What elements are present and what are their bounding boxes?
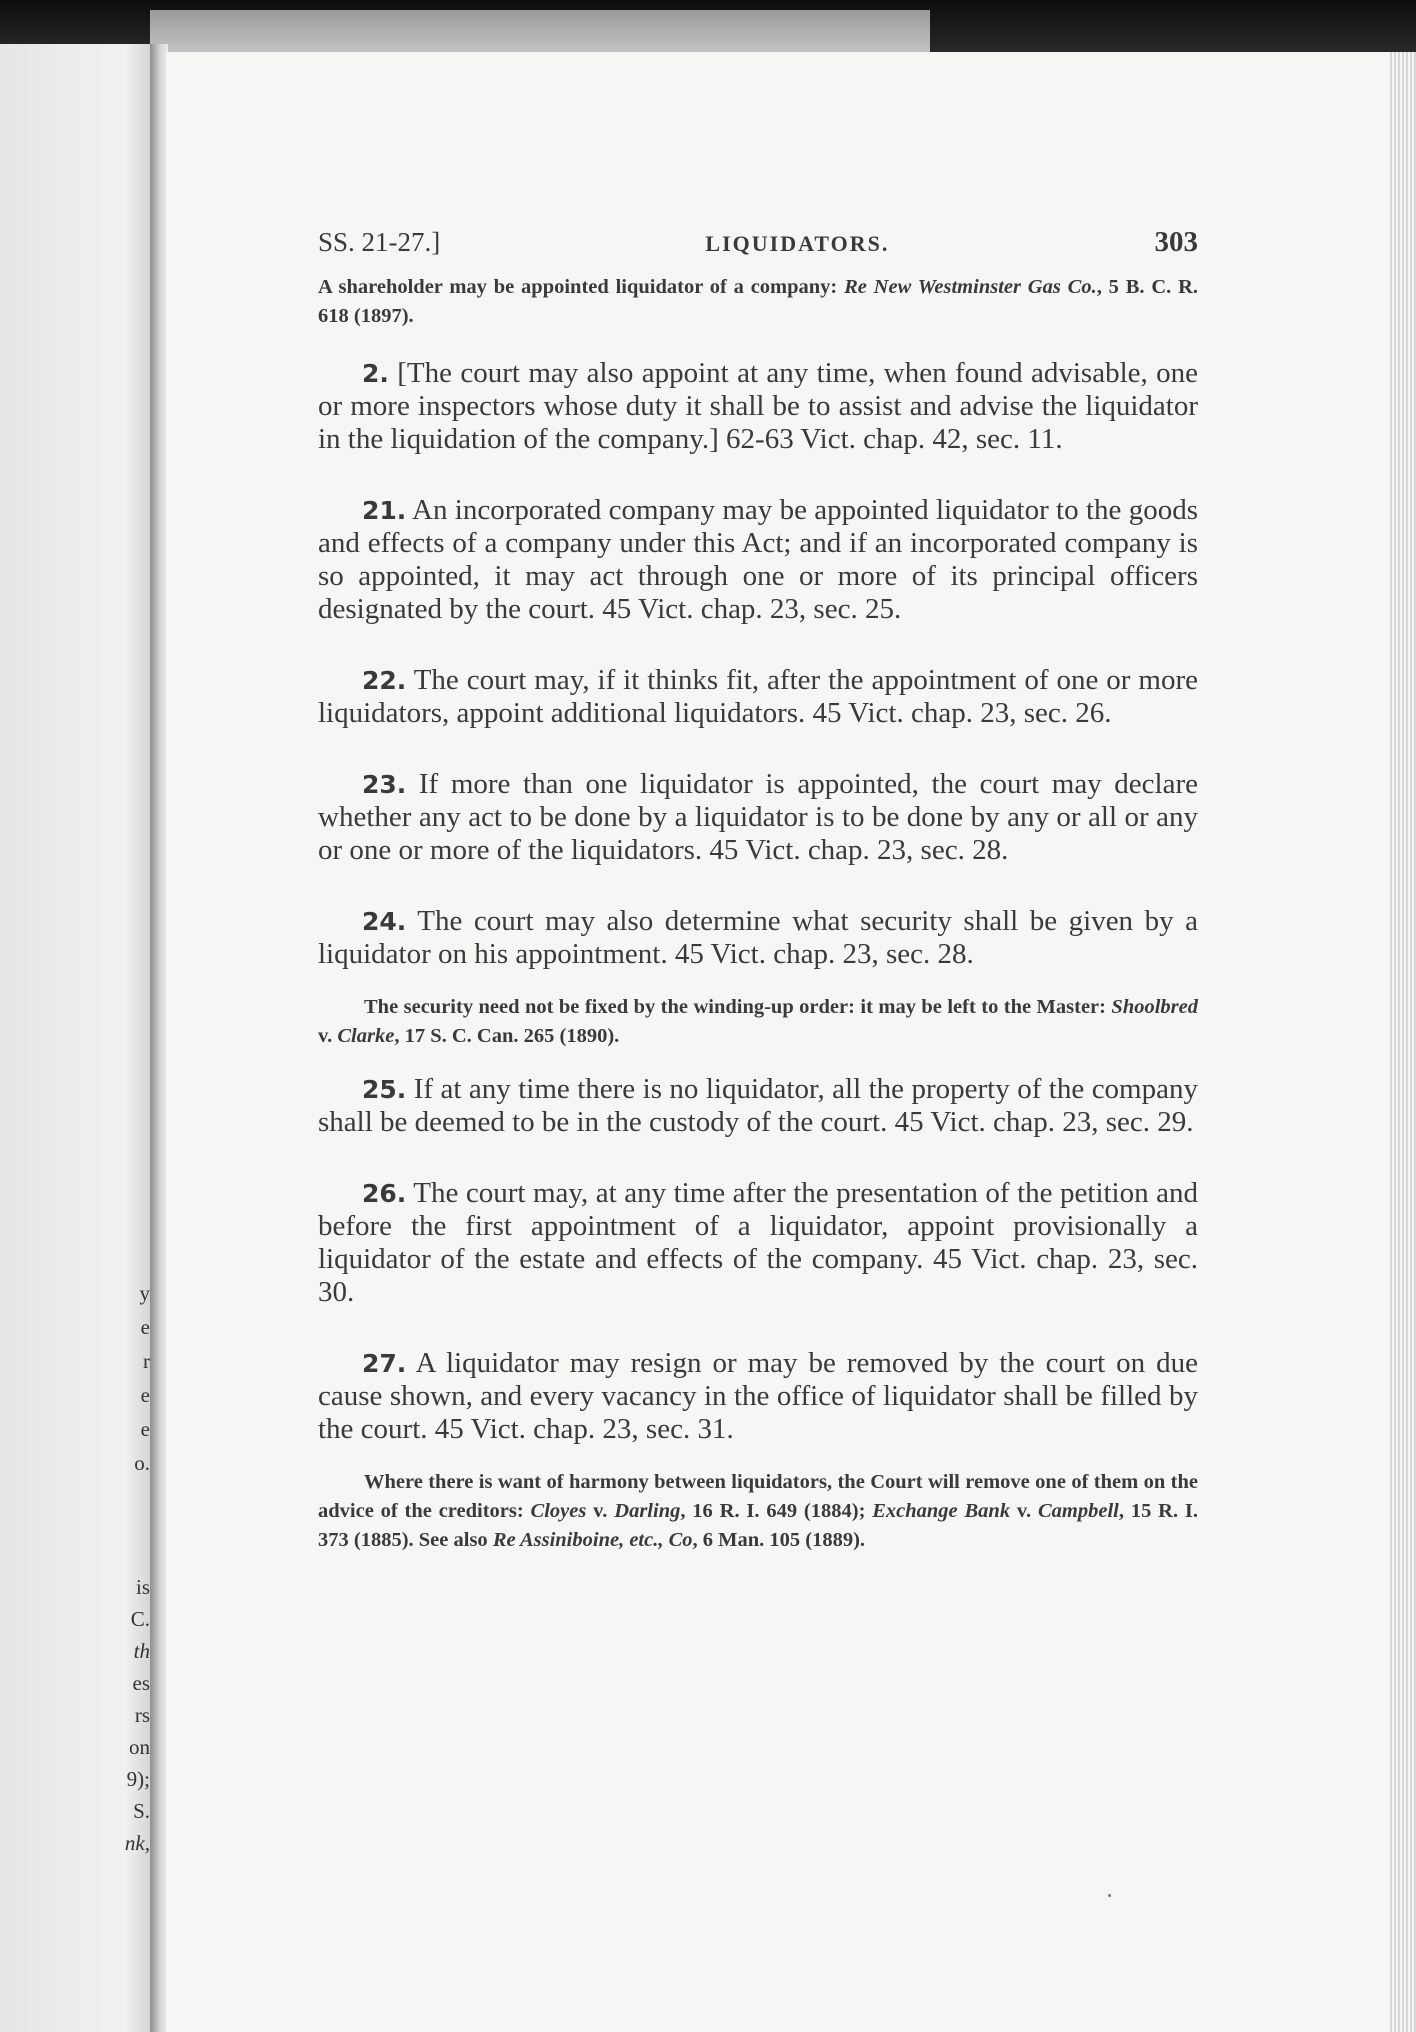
case-name: Darling: [614, 1500, 681, 1522]
case-name: Cloyes: [530, 1500, 587, 1522]
left-margin-fragment: r: [143, 1349, 150, 1373]
left-margin-fragment: o.: [134, 1451, 150, 1475]
page-body: [318, 226, 1198, 1555]
section-number: 27.: [362, 1349, 407, 1378]
running-title: LIQUIDATORS.: [705, 231, 890, 256]
section-number: 23.: [362, 770, 407, 799]
section-23: 23. If more than one liquidator is appointed, the court may declare whether any act to be done by a liquidator is to be done by any or all or any or one or more of the liquidators. 45 Vict. chap. 23, sec. 28.: [318, 768, 1198, 866]
section-number: 21.: [362, 496, 407, 525]
section-22: 22. The court may, if it thinks fit, after the appointment of one or more liquidators, appoint additional liquidators. 45 Vict. chap. 23, sec. 26.: [318, 664, 1198, 729]
section-26: 26. The court may, at any time after the presentation of the petition and before the first appointment of a liquidator, appoint provisionally a liquidator of the estate and effects of the company. 45 Vict. chap. 23, sec. 30.: [318, 1177, 1198, 1308]
left-margin-fragment: e: [140, 1315, 150, 1339]
left-margin-fragment: C.: [130, 1607, 150, 1631]
left-page-edge: [0, 44, 156, 2032]
section-range: SS. 21-27.]: [318, 227, 441, 257]
section-25: 25. If at any time there is no liquidator, all the property of the company shall be deemed to be in the custody of the court. 45 Vict. chap. 23, sec. 29.: [318, 1073, 1198, 1138]
left-margin-fragment: 9);: [126, 1767, 150, 1791]
section-number: 26.: [362, 1179, 407, 1208]
subsection-number: 2.: [362, 359, 389, 388]
left-margin-fragment: y: [139, 1281, 150, 1305]
section-27: 27. A liquidator may resign or may be removed by the court on due cause shown, and every vacancy in the office of liquidator shall be filled by the court. 45 Vict. chap. 23, sec. 31.: [318, 1347, 1198, 1445]
section-number: 25.: [362, 1075, 407, 1104]
annotation-note: Where there is want of harmony between liquidators, the Court will remove one of them on the advice of the creditors: Cloyes v. Darling, 16 R. I. 649 (1884); Exchange Bank v. Campbell, 15 R. I. 373 (1885). See also Re Assiniboine, etc., Co, 6 Man. 105 (1889).: [318, 1471, 1199, 1551]
left-margin-fragment: e: [140, 1417, 150, 1441]
case-name: Re Assiniboine, etc., Co: [492, 1529, 693, 1551]
case-name: Exchange Bank: [872, 1500, 1011, 1522]
section-24: 24. The court may also determine what security shall be given by a liquidator on his appointment. 45 Vict. chap. 23, sec. 28.: [318, 905, 1198, 970]
left-margin-fragment: rs: [134, 1703, 150, 1727]
left-margin-fragment: on: [129, 1735, 150, 1759]
case-name: Shoolbred: [1111, 996, 1198, 1018]
left-margin-fragment: nk,: [124, 1831, 150, 1855]
underlying-page-strip: [150, 10, 930, 58]
page-stack-edge: [1390, 52, 1416, 2032]
section-21: 21. An incorporated company may be appointed liquidator to the goods and effects of a company under this Act; and if an incorporated company is so appointed, it may act through one or more of its principal officers designated by the court. 45 Vict. chap. 23, sec. 25.: [318, 494, 1198, 625]
annotation-note: A shareholder may be appointed liquidator of a company: Re New Westminster Gas Co., 5 B. C. R. 618 (1897).: [318, 276, 1199, 327]
left-margin-fragment: e: [140, 1383, 150, 1407]
left-margin-fragment: S.: [133, 1799, 150, 1823]
left-margin-fragment: is: [135, 1575, 150, 1599]
page-number: 303: [1154, 226, 1198, 258]
running-header: [318, 226, 1198, 259]
left-margin-fragment: th: [133, 1639, 150, 1663]
case-name: Re New Westminster Gas Co.: [844, 276, 1097, 298]
scan-speck: [1108, 1894, 1111, 1897]
case-name: Clarke: [337, 1025, 395, 1047]
case-name: Campbell: [1038, 1500, 1119, 1522]
section-number: 22.: [362, 666, 407, 695]
annotation-note: The security need not be fixed by the winding-up order: it may be left to the Master: Shoolbred v. Clarke, 17 S. C. Can. 265 (1890).: [318, 996, 1198, 1047]
section-number: 24.: [362, 907, 407, 936]
left-margin-fragment: es: [132, 1671, 150, 1695]
subsection-2: 2. [The court may also appoint at any time, when found advisable, one or more inspectors whose duty it shall be to assist and advise the liquidator in the liquidation of the company.] 62-63 Vict. chap. 42, sec. 11.: [318, 357, 1198, 455]
